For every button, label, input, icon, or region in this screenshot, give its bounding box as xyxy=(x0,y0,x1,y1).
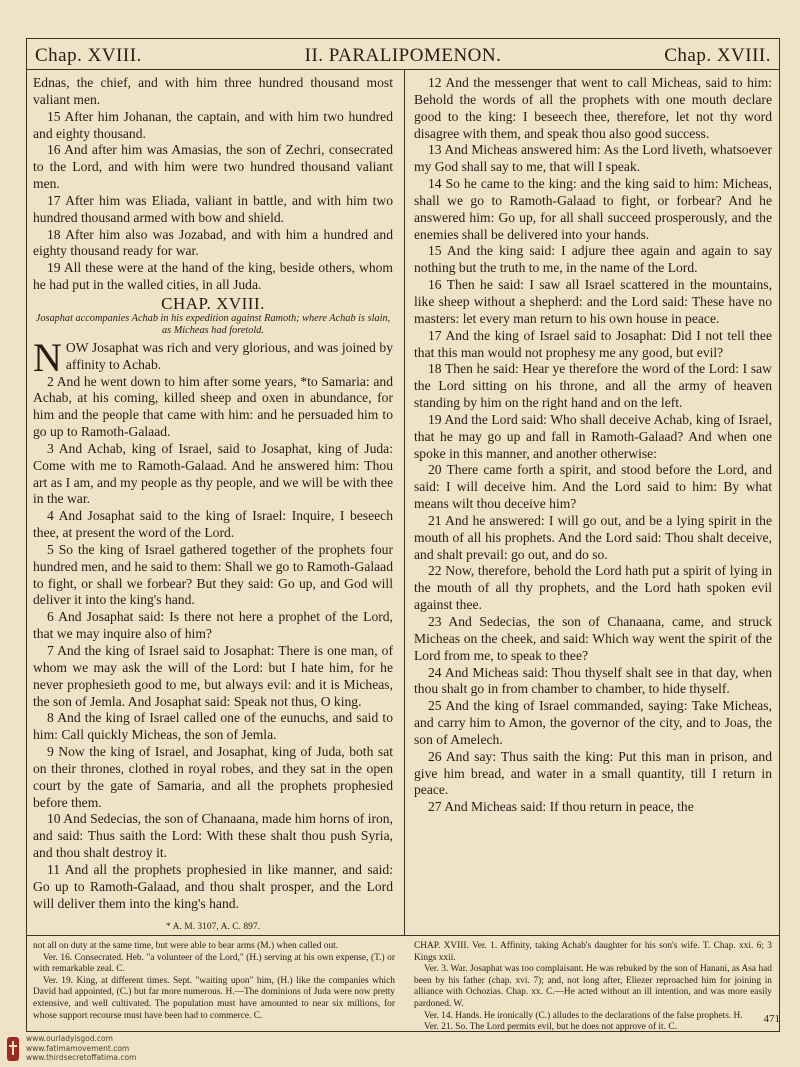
verse: 16 Then he said: I saw all Israel scattered in the mountains, like sheep without a shepherd: and the Lord said: These have no masters: let every man return to his own house in peace. xyxy=(414,277,772,326)
verse: 25 And the king of Israel commanded, saying: Take Micheas, and carry him to Amon, the governor of the city, and to Joas, the son of Amelech. xyxy=(414,698,772,747)
verse: 8 And the king of Israel called one of the eunuchs, and said to him: Call quickly Micheas, the son of Jemla. xyxy=(33,710,393,743)
footnote: CHAP. XVIII. Ver. 1. Affinity, taking Achab's daughter for his son's wife. T. Chap. xxi. 6; 3 Kings xxii. xyxy=(414,941,772,963)
verse: 11 And all the prophets prophesied in like manner, and said: Go up to Ramoth-Galaad, and thou shalt prosper, and the Lord will deliver them into the king's hand. xyxy=(33,861,393,911)
verse: 15 And the king said: I adjure thee again and again to say nothing but the truth to me, in the name of the Lord. xyxy=(414,243,772,276)
drop-cap: N xyxy=(33,334,62,380)
verse: 18 After him also was Jozabad, and with him a hundred and eighty thousand ready for war. xyxy=(33,226,393,259)
footnote: Ver. 16. Consecrated. Heb. "a volunteer of the Lord," (H.) serving at his own expense, (T.) or with remarkable zeal. C. xyxy=(33,952,395,975)
verse: 9 Now the king of Israel, and Josaphat, king of Juda, both sat on their thrones, clothed in royal robes, and they sat in the open court by the gate of Samaria, and all the prophets prophesied before them. xyxy=(33,744,393,810)
chapter-heading: CHAP. XVIII. xyxy=(161,293,265,313)
chronology-reference: * A. M. 3107, A. C. 897. xyxy=(166,921,260,932)
verse-1 xyxy=(33,334,393,380)
verse: 10 And Sedecias, the son of Chanaana, made him horns of iron, and said: Thus saith the Lord: With these shalt thou push Syria, and thou shalt destroy it. xyxy=(33,811,393,861)
footnote: Ver. 19. King, at different times. Sept. "waiting upon" him, (H.) like the companies which David had appointed, (C.) but far more numerous. H.—The dominions of Juda were now pretty extensive, and well cultivated. The population must have amounted to near six millions, for whose support recourse must have been had to commerce. C. xyxy=(33,975,395,1021)
footnote: Ver. 21. So. The Lord permits evil, but he does not approve of it. C. xyxy=(424,1022,677,1033)
chapter-summary xyxy=(33,313,393,337)
watermark-urls xyxy=(26,1034,136,1063)
verse: 20 There came forth a spirit, and stood before the Lord, and said: I will deceive him. And the Lord said to him: By what means wilt thou deceive him? xyxy=(414,462,772,512)
footnotes-right xyxy=(414,941,772,1034)
left-column xyxy=(33,75,393,935)
column-divider xyxy=(404,70,405,935)
verse-1-text: OW Josaphat was rich and very glorious, and was joined by affinity to Achab. xyxy=(65,339,393,372)
header-chapter-left: Chap. XVIII. xyxy=(35,45,142,66)
footnotes-left xyxy=(33,941,395,1022)
verse: 18 Then he said: Hear ye therefore the word of the Lord: I saw the Lord sitting on his throne, and all the army of heaven standing by him on the right hand and on the left. xyxy=(414,361,772,411)
verse: 24 And Micheas said: Thou thyself shalt see in that day, when thou shalt go in from chamber to chamber, to hide thyself. xyxy=(414,664,772,697)
verse: 16 And after him was Amasias, the son of Zechri, consecrated to the Lord, and with him were two hundred thousand valiant men. xyxy=(33,142,393,192)
verse: 14 So he came to the king: and the king said to him: Micheas, shall we go to Ramoth-Galaad to fight, or forbear? And he answered him: Go up, for all shall succeed prosperously, and the enemies shall be delivered into your hands. xyxy=(414,176,772,242)
watermark-url[interactable]: www.ourladyisgod.com xyxy=(26,1034,113,1043)
page-frame xyxy=(26,38,780,1032)
verse: 21 And he answered: I will go out, and be a lying spirit in the mouth of all his prophets. And the Lord said: Thou shalt deceive, and shalt prevail: go out, and do so. xyxy=(414,512,772,562)
verse: 17 And the king of Israel said to Josaphat: Did I not tell thee that this man would not prophesy me any good, but evil? xyxy=(414,327,772,360)
header-chapter-right: Chap. XVIII. xyxy=(664,45,771,66)
verse: 15 After him Johanan, the captain, and with him two hundred and eighty thousand. xyxy=(33,108,393,141)
verse: 3 And Achab, king of Israel, said to Josaphat, king of Juda: Come with me to Ramoth-Galaad. And he answered him: Thou art as I am, and my people as thy people, and we will be with thee in the war. xyxy=(33,440,393,507)
watermark-logo-icon xyxy=(6,1036,20,1062)
footnote-rule xyxy=(27,935,779,936)
running-header xyxy=(27,39,779,70)
verse: 17 After him was Eliada, valiant in battle, and with him two hundred thousand armed with bow and shield. xyxy=(33,192,393,225)
watermark-url[interactable]: www.thirdsecretoffatima.com xyxy=(26,1053,137,1062)
verse: 19 And the Lord said: Who shall deceive Achab, king of Israel, that he may go up and fall in Ramoth-Galaad? And when one spoke in this manner, and another otherwise: xyxy=(414,411,772,461)
verse: 6 And Josaphat said: Is there not here a prophet of the Lord, that we may inquire also of him? xyxy=(33,609,393,642)
verse: 12 And the messenger that went to call Micheas, said to him: Behold the words of all the prophets with one mouth declare good to the king: I beseech thee, therefore, let not thy word disagree with them, and speak thou also good success. xyxy=(414,75,772,141)
verse: 19 All these were at the hand of the king, beside others, whom he had put in the walled cities, in all Juda. xyxy=(33,260,393,293)
verse: 22 Now, therefore, behold the Lord hath put a spirit of lying in the mouth of all thy prophets, and the Lord hath spoken evil against thee. xyxy=(414,563,772,613)
verse: 13 And Micheas answered him: As the Lord liveth, whatsoever my God shall say to me, that will I speak. xyxy=(414,142,772,175)
footnote: Ver. 14. Hands. He ironically (C.) alludes to the declarations of the false prophets. H. xyxy=(424,1010,743,1021)
verse: 4 And Josaphat said to the king of Israel: Inquire, I beseech thee, at present the word of the Lord. xyxy=(33,508,393,541)
verse: 7 And the king of Israel said to Josaphat: There is one man, of whom we may ask the will of the Lord: but I hate him, for he never prophesieth good to me, but always evil: and it is Micheas, the son of Jemla. And Josaphat said: Speak not thus, O king. xyxy=(33,643,393,709)
verse: 26 And say: Thus saith the king: Put this man in prison, and give him bread, and water in a small quantity, till I return in peace. xyxy=(414,748,772,798)
verse: 27 And Micheas said: If thou return in peace, the xyxy=(428,799,694,815)
verse: 5 So the king of Israel gathered together of the prophets four hundred men, and he said to them: Shall we go to Ramoth-Galaad to fight, or shall we forbear? But they said: Go up, and God will deliver it into the king's hand. xyxy=(33,541,393,608)
right-column xyxy=(414,75,772,816)
watermark-url[interactable]: www.fatimamovement.com xyxy=(26,1043,130,1053)
header-book-title: II. PARALIPOMENON. xyxy=(304,45,502,66)
footnote: not all on duty at the same time, but were able to bear arms (M.) when called out. xyxy=(33,941,339,951)
footnote: Ver. 3. War. Josaphat was too complaisant. He was rebuked by the son of Hanani, as Asa had been by his father (chap. xvi. 7); and, not long after, Eliezer reproached him for joining in alliance with Ochozias. Chap. xx. C.—He acted without an ill intention, and was more easily pardoned. W. xyxy=(414,964,772,1009)
page-number: 471 xyxy=(763,1013,780,1025)
verse: 23 And Sedecias, the son of Chanaana, came, and struck Micheas on the cheek, and said: Which way went the spirit of the Lord from me, to speak to thee? xyxy=(414,614,772,663)
summary-lead: Josaphat accompanies xyxy=(35,312,130,324)
verse: Ednas, the chief, and with him three hundred thousand most valiant men. xyxy=(33,75,393,107)
verse: 2 And he went down to him after some years, *to Samaria: and Achab, at his coming, killed sheep and oxen in abundance, for him and the people that came with him: and he persuaded him to go up to Ramoth-Galaad. xyxy=(33,373,393,440)
summary-rest: Achab in his expedition against Ramoth; where Achab is slain, as Micheas had foretold. xyxy=(131,312,391,336)
